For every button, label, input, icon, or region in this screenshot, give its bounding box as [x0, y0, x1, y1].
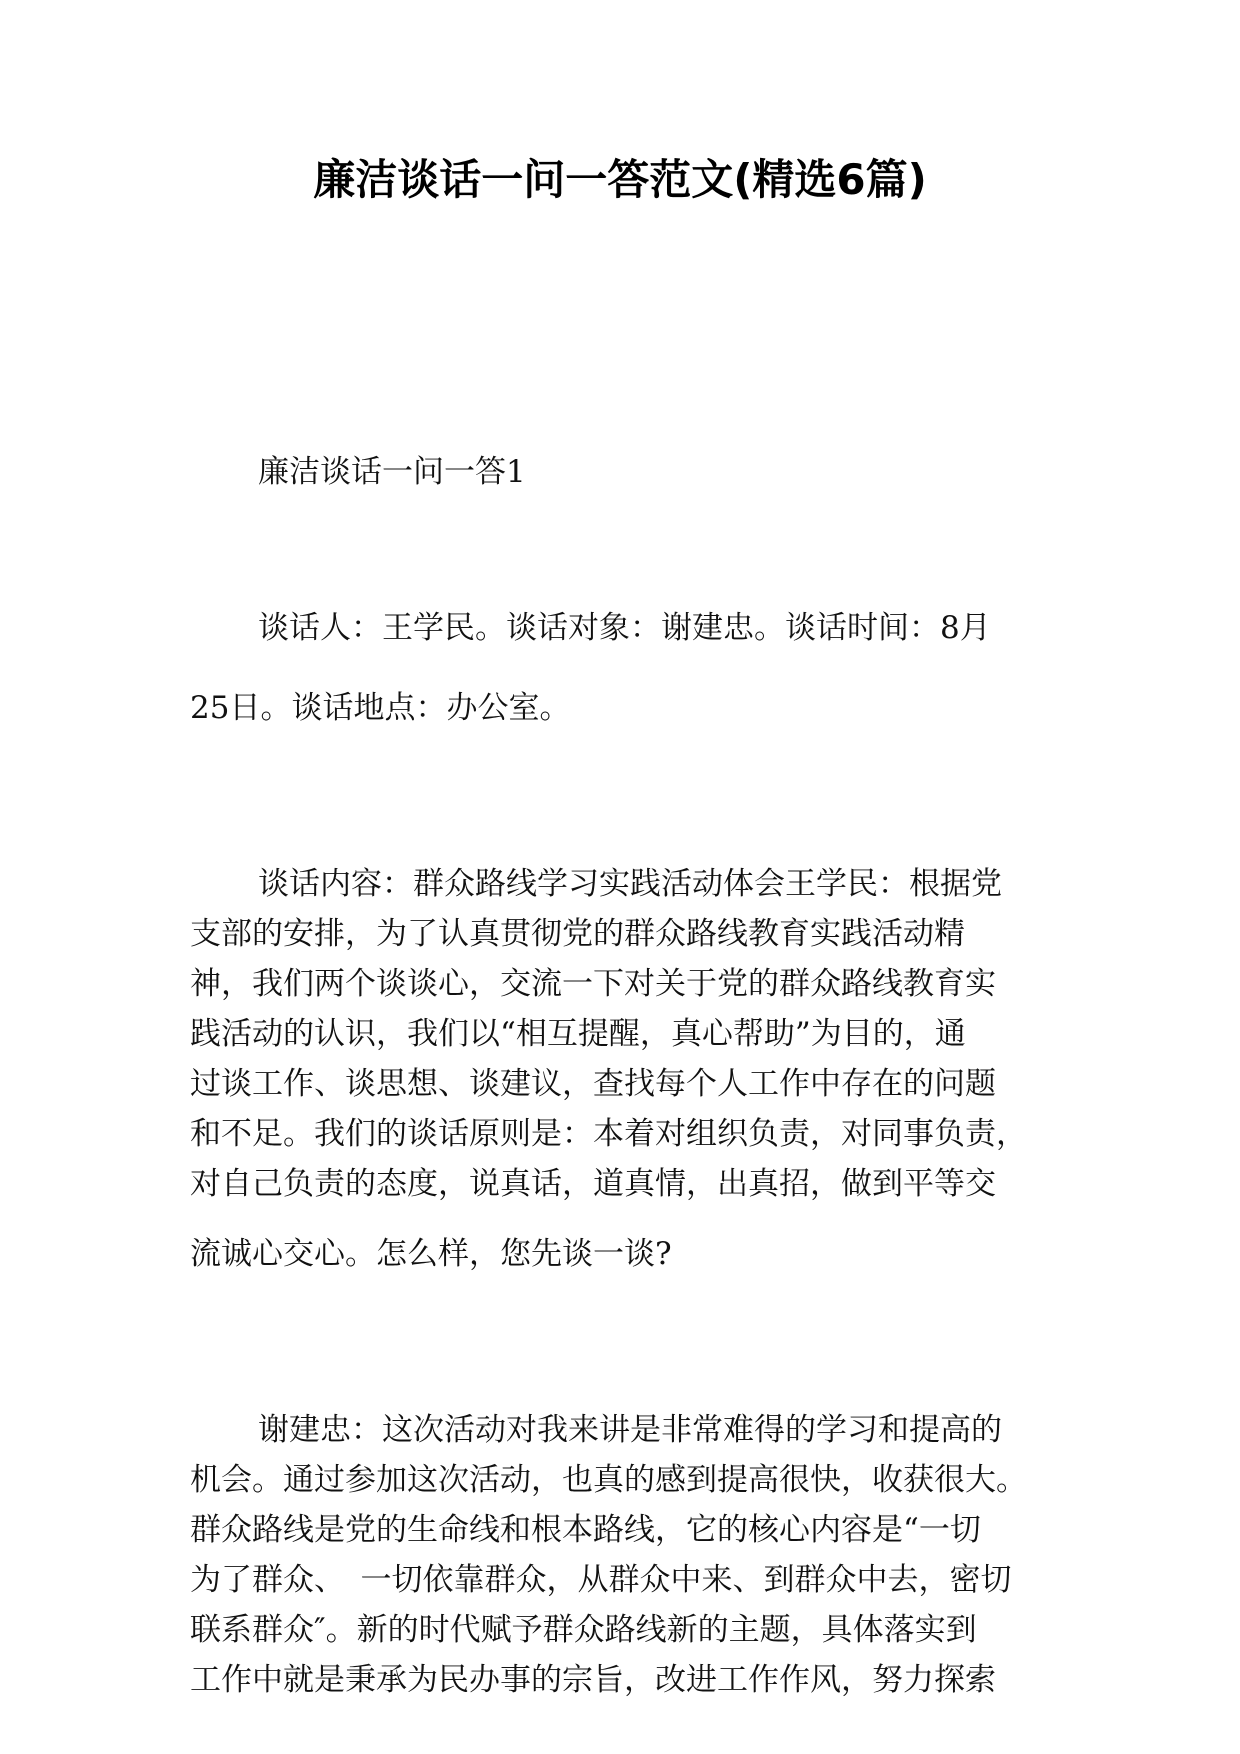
paragraph-1-line: 践活动的认识，我们以“相互提醒，真心帮助”为目的，通 — [190, 1016, 966, 1052]
paragraph-1-line: 过谈工作、谈思想、谈建议，查找每个人工作中存在的问题 — [190, 1066, 996, 1102]
paragraph-1-line: 谈话内容：群众路线学习实践活动体会王学民：根据党 — [258, 866, 1002, 902]
paragraph-2-line: 工作中就是秉承为民办事的宗旨，改进工作作风，努力探索 — [190, 1662, 996, 1698]
paragraph-2-line: 群众路线是党的生命线和根本路线，它的核心内容是“一切 — [190, 1512, 981, 1548]
paragraph-2-line: 为了群众、 一切依靠群众，从群众中来、到群众中去，密切 — [190, 1562, 1012, 1598]
section-heading: 廉洁谈话一问一答1 — [258, 454, 526, 490]
paragraph-1-line: 支部的安排，为了认真贯彻党的群众路线教育实践活动精 — [190, 916, 965, 952]
paragraph-2-line: 谢建忠：这次活动对我来讲是非常难得的学习和提高的 — [258, 1412, 1002, 1448]
paragraph-2-line: 机会。通过参加这次活动，也真的感到提高很快，收获很大。 — [190, 1462, 1027, 1498]
document-title: 廉洁谈话一问一答范文(精选6篇) — [313, 155, 927, 204]
meta-line-1: 谈话人：王学民。谈话对象：谢建忠。谈话时间：8月 — [258, 610, 991, 646]
paragraph-1-line: 和不足。我们的谈话原则是：本着对组织负责，对同事负责， — [190, 1116, 1027, 1152]
meta-line-2: 25日。谈话地点：办公室。 — [190, 690, 571, 726]
paragraph-1-line: 流诚心交心。怎么样，您先谈一谈? — [190, 1236, 672, 1272]
paragraph-1-line: 神，我们两个谈谈心，交流一下对关于党的群众路线教育实 — [190, 966, 996, 1002]
paragraph-1-line: 对自己负责的态度，说真话，道真情，出真招，做到平等交 — [190, 1166, 996, 1202]
paragraph-2-line: 联系群众″。新的时代赋予群众路线新的主题，具体落实到 — [190, 1612, 977, 1648]
